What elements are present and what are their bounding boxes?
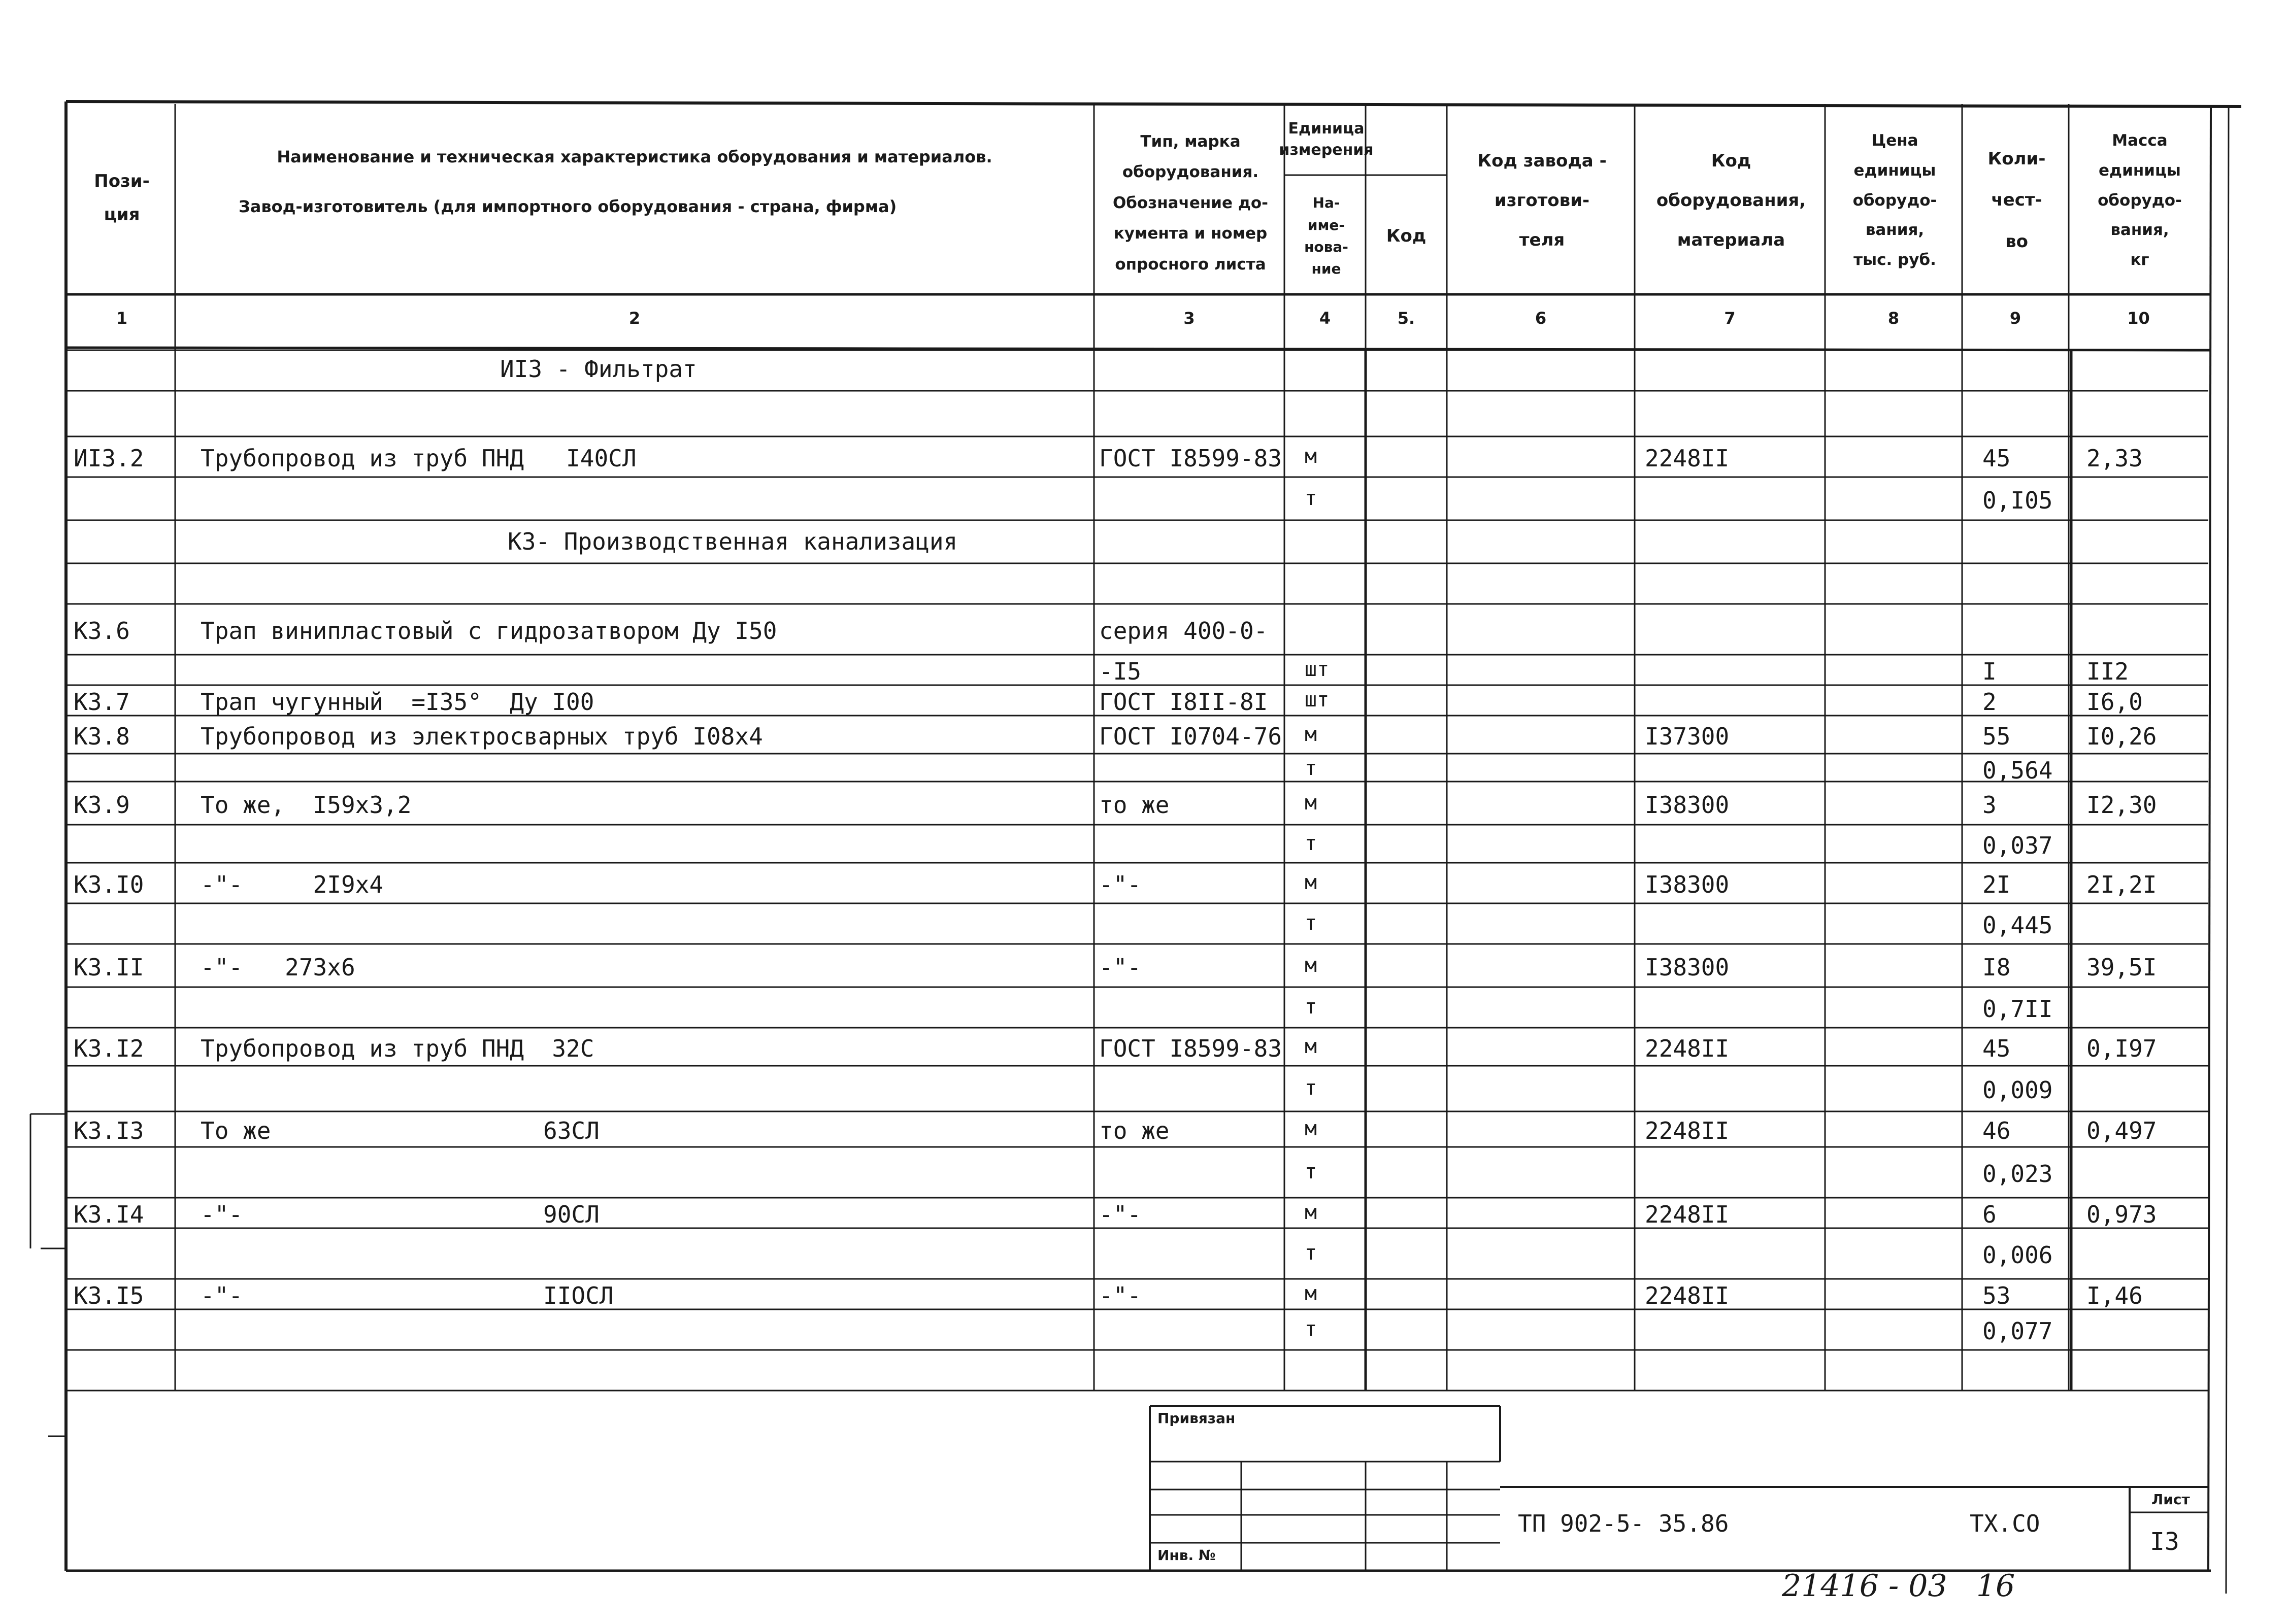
row-name: То же, I59х3,2 [201,791,412,819]
row-unit: т [1305,995,1317,1019]
header-unit-name: На- име- нова- ние [1304,194,1348,278]
row-name: Трубопровод из электросварных труб I08х4 [201,722,763,750]
row-quantity: 0,023 [1982,1160,2053,1188]
row-unit: м [1305,1034,1317,1058]
row-quantity: 2I [1982,871,2011,898]
row-position: К3.I5 [74,1282,144,1309]
header-position: Пози- ция [94,171,150,225]
row-quantity: 3 [1982,791,1997,819]
row-material-code: I38300 [1645,871,1730,898]
frame-right [2208,107,2211,1571]
row-name-suffix: 90СЛ [543,1201,600,1228]
column-number-5: 5. [1397,309,1415,328]
row-quantity: 0,037 [1982,831,2053,859]
row-name: -"- [201,1201,243,1228]
row-material-code: I38300 [1645,791,1730,819]
row-type: ГОСТ I8599-83 [1099,445,1282,472]
row-type: -"- [1099,953,1142,981]
stamp-inv-no: Инв. № [1157,1547,1216,1564]
stamp-sheet-label: Лист [2151,1491,2190,1508]
row-position: К3.II [74,953,144,981]
row-unit: т [1305,486,1317,510]
row-position: К3.6 [74,617,130,645]
row-material-code: I38300 [1645,953,1730,981]
row-unit-mass: I6,0 [2086,688,2143,716]
row-material-code: 2248II [1645,1201,1730,1228]
row-material-code: 2248II [1645,445,1730,472]
row-quantity: I [1982,658,1997,685]
header-unit-mass: Масса единицы оборудо- вания, кг [2098,131,2182,269]
row-quantity: I8 [1982,953,2011,981]
row-unit: т [1305,831,1317,855]
row-quantity: 6 [1982,1201,1997,1228]
column-number-7: 7 [1724,309,1736,328]
header-unit-code: Код [1386,225,1427,246]
header-unit-price: Цена единицы оборудо- вания, тыс. руб. [1852,131,1937,269]
header-type: Тип, марка оборудования. Обозначение до- кумента и номер опросного листа [1112,132,1269,274]
row-unit: т [1305,911,1317,935]
row-name: -"- [201,1282,243,1309]
column-number-9: 9 [2009,309,2021,328]
row-quantity: 0,006 [1982,1241,2053,1269]
row-quantity: 45 [1982,1034,2011,1062]
row-position: К3.I0 [74,871,144,898]
row-position: К3.I2 [74,1034,144,1062]
row-unit-mass: 2,33 [2086,445,2143,472]
row-position: К3.7 [74,688,130,716]
header-quantity: Коли- чест- во [1987,148,2046,252]
row-type: ГОСТ I0704-76 [1099,722,1282,750]
section-title-filtrat: ИI3 - Фильтрат [500,355,697,383]
row-material-code: I37300 [1645,722,1730,750]
row-unit-mass: 0,497 [2086,1117,2157,1144]
row-type: -I5 [1099,658,1142,685]
stamp-sheet-number: I3 [2150,1528,2179,1556]
row-material-code: 2248II [1645,1282,1730,1309]
row-type: -"- [1099,871,1142,898]
row-unit: т [1305,757,1317,780]
row-quantity: 0,445 [1982,911,2053,939]
row-quantity: 0,009 [1982,1076,2053,1104]
section-title-kanalizacia: К3- Производственная канализация [508,528,958,555]
row-unit: м [1305,1117,1317,1140]
frame-right-outer [2226,107,2229,1594]
row-name: То же [201,1117,271,1144]
column-number-4: 4 [1319,309,1331,328]
row-unit-mass: I0,26 [2086,722,2157,750]
row-type: то же [1099,1117,1170,1144]
row-unit-mass: 0,973 [2086,1201,2157,1228]
row-unit: т [1305,1076,1317,1100]
row-unit: т [1305,1241,1317,1265]
row-unit: м [1305,445,1317,468]
row-unit: т [1305,1317,1317,1341]
header-material-code: Код оборудования, материала [1656,150,1806,251]
stamp-privyazan: Привязан [1157,1410,1236,1427]
row-unit-mass: 39,5I [2086,953,2157,981]
row-quantity: 0,I05 [1982,486,2053,514]
header-unit-group: Единица измерения [1279,120,1374,159]
frame-top [66,101,2241,107]
row-type: ГОСТ I8599-83 [1099,1034,1282,1062]
row-unit: шт [1305,688,1330,712]
row-unit-mass: I2,30 [2086,791,2157,819]
row-quantity: 53 [1982,1282,2011,1309]
row-unit: шт [1305,658,1330,681]
row-unit-mass: I,46 [2086,1282,2143,1309]
row-quantity: 46 [1982,1117,2011,1144]
row-position: К3.8 [74,722,130,750]
row-position: К3.I3 [74,1117,144,1144]
row-quantity: 0,7II [1982,995,2053,1023]
handwritten-inventory-number: 21416 - 03 16 [1782,1568,2015,1604]
row-name: -"- 273х6 [201,953,355,981]
row-material-code: 2248II [1645,1117,1730,1144]
row-position: К3.I4 [74,1201,144,1228]
row-quantity: 55 [1982,722,2011,750]
column-number-8: 8 [1887,309,1900,328]
row-unit: м [1305,722,1317,746]
row-unit: м [1305,871,1317,894]
row-position: К3.9 [74,791,130,819]
row-name: Трап чугунный =I35° Ду I00 [201,688,594,716]
row-position: ИI3.2 [74,445,144,472]
row-type: то же [1099,791,1170,819]
row-unit-mass: II2 [2086,658,2129,685]
row-name-suffix: IIОСЛ [543,1282,614,1309]
row-quantity: 2 [1982,688,1997,716]
header-name [178,147,1091,216]
header-name-line1: Наименование и техническая характеристика оборудования и материалов. [277,147,992,166]
row-unit: м [1305,953,1317,977]
row-material-code: 2248II [1645,1034,1730,1062]
header-name-line2: Завод-изготовитель (для импортного оборудования - страна, фирма) [239,197,897,216]
row-unit: м [1305,1282,1317,1305]
row-name: Трубопровод из труб ПНД 32С [201,1034,594,1062]
column-number-6: 6 [1535,309,1547,328]
row-name: Трубопровод из труб ПНД I40СЛ [201,445,637,472]
row-unit: м [1305,1201,1317,1224]
stamp-document-code: ТП 902-5- 35.86 [1518,1510,1729,1537]
row-unit: м [1305,791,1317,815]
row-type: -"- [1099,1282,1142,1309]
row-type: -"- [1099,1201,1142,1228]
row-quantity: 45 [1982,445,2011,472]
row-name-suffix: 63СЛ [543,1117,600,1144]
column-number-10: 10 [2127,309,2150,328]
column-number-1: 1 [116,309,128,328]
row-type: ГОСТ I8II-8I [1099,688,1268,716]
row-name: -"- 2I9х4 [201,871,384,898]
header-factory-code: Код завода - изготови- теля [1477,150,1607,251]
column-number-2: 2 [628,309,641,328]
column-number-3: 3 [1183,309,1195,328]
row-type: серия 400-0- [1099,617,1268,645]
row-unit-mass: 2I,2I [2086,871,2157,898]
row-quantity: 0,564 [1982,757,2053,784]
row-name: Трап винипластовый с гидрозатвором Ду I50 [201,617,777,645]
stamp-mark: ТХ.СО [1970,1510,2040,1537]
row-quantity: 0,077 [1982,1317,2053,1345]
row-unit-mass: 0,I97 [2086,1034,2157,1062]
row-unit: т [1305,1160,1317,1183]
